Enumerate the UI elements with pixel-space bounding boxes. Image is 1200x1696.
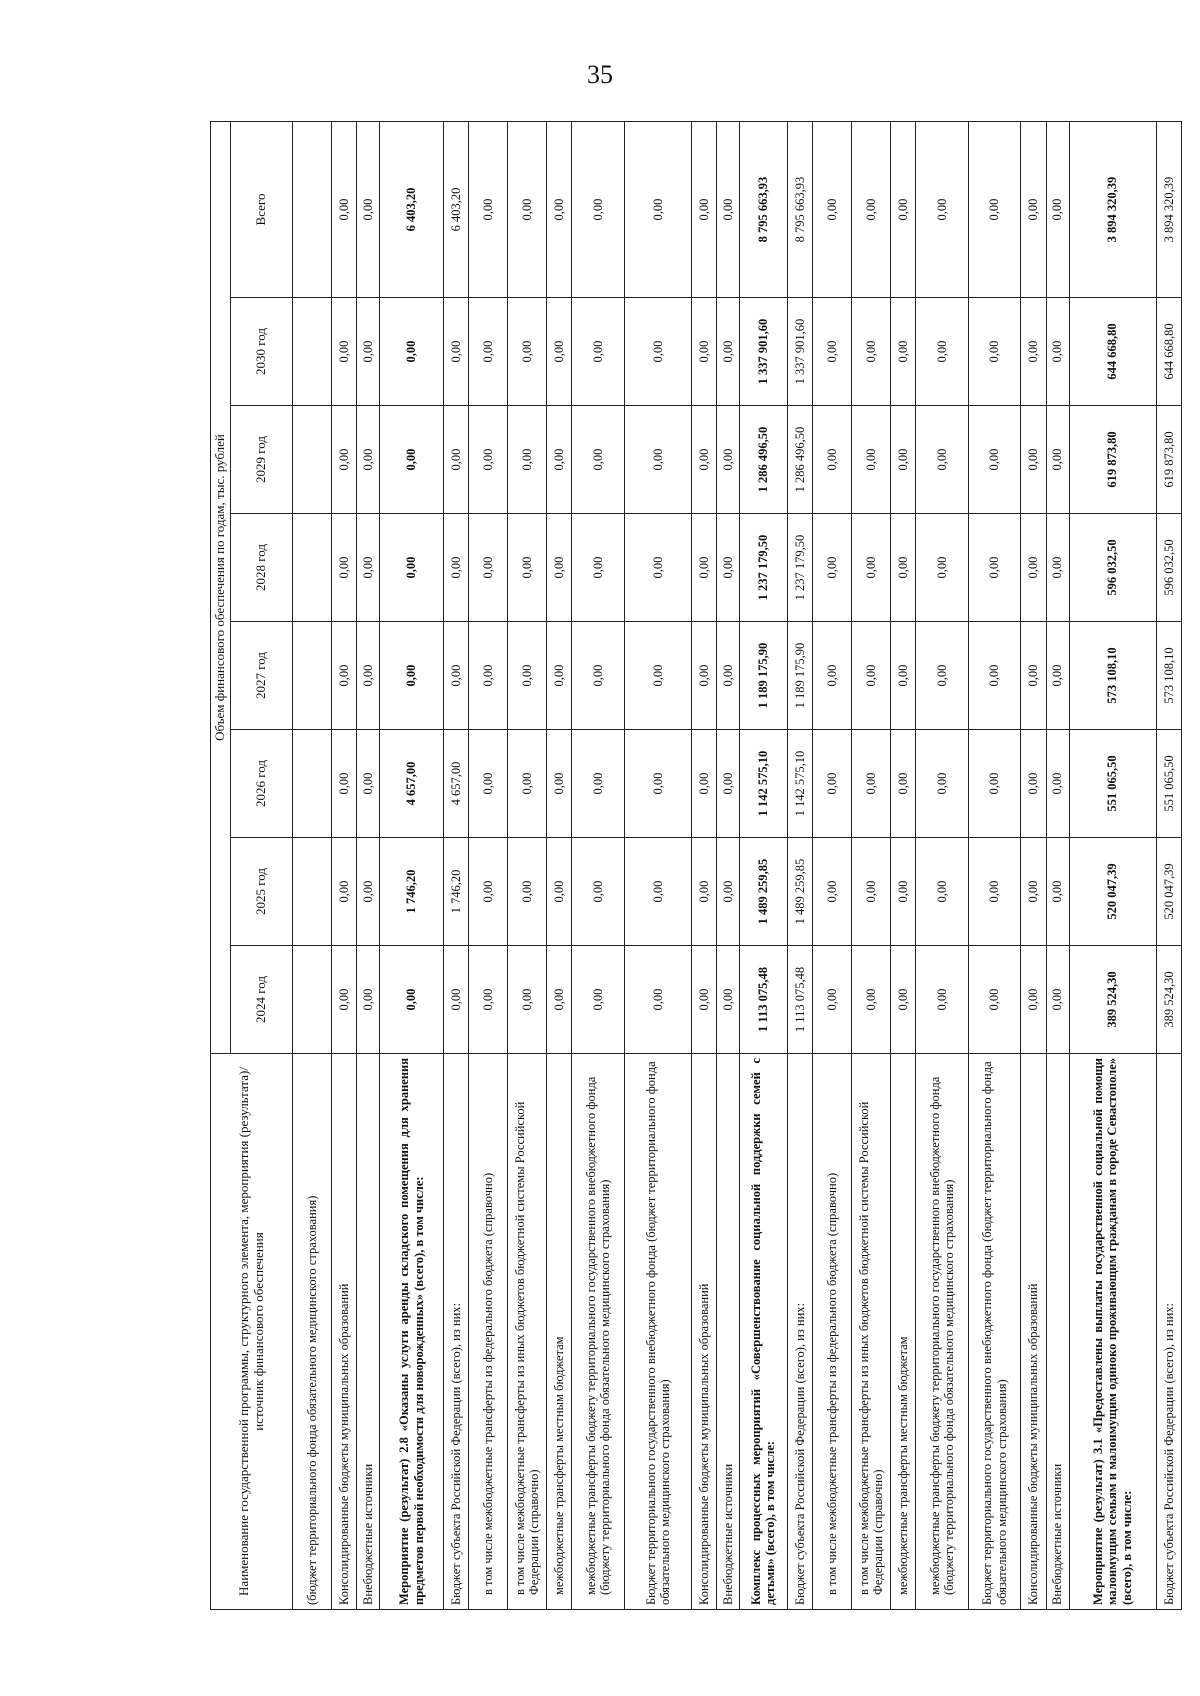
cell-value: [293, 730, 332, 838]
cell-value: 0,00: [1021, 838, 1046, 946]
cell-value: 1 189 175,90: [787, 622, 812, 730]
cell-value: 1 113 075,48: [787, 946, 812, 1054]
cell-value: 0,00: [469, 514, 508, 622]
cell-value: 0,00: [1021, 730, 1046, 838]
cell-value: 0,00: [444, 514, 469, 622]
cell-value: 0,00: [916, 406, 969, 514]
cell-value: 0,00: [380, 514, 444, 622]
cell-value: 0,00: [968, 730, 1021, 838]
cell-value: 0,00: [1021, 946, 1046, 1054]
cell-value: 0,00: [469, 298, 508, 406]
cell-value: 0,00: [716, 298, 739, 406]
cell-value: 1 113 075,48: [739, 946, 787, 1054]
cell-value: 1 237 179,50: [787, 514, 812, 622]
cell-value: 0,00: [1046, 730, 1069, 838]
table-row: [331, 121, 356, 1609]
cell-value: 0,00: [469, 622, 508, 730]
cell-value: 3 894 320,39: [1069, 121, 1156, 297]
cell-value: 1 337 901,60: [739, 298, 787, 406]
cell-value: 0,00: [547, 121, 572, 297]
cell-value: 0,00: [916, 730, 969, 838]
cell-value: 0,00: [331, 838, 356, 946]
table-row: [547, 121, 572, 1609]
header-name-column: Наименование государственной программы, структурного элемента, мероприятия (результата)/источник финансового обеспечения: [211, 1054, 293, 1610]
cell-value: 3 894 320,39: [1156, 121, 1181, 297]
cell-value: 0,00: [508, 298, 547, 406]
budget-table: [210, 121, 1182, 1610]
table-row: [572, 121, 625, 1609]
cell-value: 0,00: [508, 622, 547, 730]
header-year-2026: 2026 год: [231, 730, 293, 838]
cell-value: 0,00: [625, 622, 691, 730]
cell-value: 0,00: [968, 406, 1021, 514]
table-row: [787, 121, 812, 1609]
cell-value: 0,00: [691, 121, 716, 297]
cell-value: 0,00: [331, 121, 356, 297]
cell-value: 0,00: [1046, 622, 1069, 730]
cell-value: 0,00: [572, 298, 625, 406]
cell-value: 573 108,10: [1156, 622, 1181, 730]
cell-value: 0,00: [813, 121, 852, 297]
table-row: [1046, 121, 1069, 1609]
cell-value: [293, 946, 332, 1054]
cell-value: 6 403,20: [444, 121, 469, 297]
cell-value: 0,00: [357, 406, 380, 514]
cell-value: [293, 298, 332, 406]
header-year-2024: 2024 год: [231, 946, 293, 1054]
cell-value: 0,00: [625, 121, 691, 297]
table-row: [916, 121, 969, 1609]
cell-value: 0,00: [813, 730, 852, 838]
row-name-bold: [380, 1054, 444, 1610]
cell-value: 0,00: [625, 946, 691, 1054]
row-name: Бюджет субъекта Российской Федерации (всего), из них:: [1156, 1054, 1181, 1610]
cell-value: 0,00: [890, 622, 915, 730]
table-row: [380, 121, 444, 1609]
table-row: [813, 121, 852, 1609]
cell-value: 0,00: [444, 298, 469, 406]
cell-value: 0,00: [508, 730, 547, 838]
row-name: межбюджетные трансферты местным бюджетам: [547, 1054, 572, 1610]
cell-value: 0,00: [469, 121, 508, 297]
table-row: [293, 121, 332, 1609]
cell-value: 0,00: [890, 406, 915, 514]
cell-value: 0,00: [1046, 406, 1069, 514]
row-name-bold-text: Комплекс процессных мероприятий «Совершенствование социальной поддержки семей с детьми» (всего), в том числе:: [748, 1058, 778, 1605]
cell-value: 0,00: [890, 121, 915, 297]
cell-value: 0,00: [851, 298, 890, 406]
cell-value: 0,00: [444, 946, 469, 1054]
cell-value: 0,00: [331, 622, 356, 730]
row-name-bold-text: Мероприятие (результат) 3.1 «Предоставлены выплаты государственной социальной помощи малоимущим семьям и малоимущим одиноко проживающим гражданам в городе Севастополе» (всего), в том числе:: [1091, 1058, 1134, 1605]
cell-value: 0,00: [716, 730, 739, 838]
cell-value: 0,00: [547, 622, 572, 730]
cell-value: 0,00: [691, 838, 716, 946]
cell-value: 0,00: [572, 121, 625, 297]
cell-value: 520 047,39: [1069, 838, 1156, 946]
cell-value: 8 795 663,93: [739, 121, 787, 297]
cell-value: 389 524,30: [1156, 946, 1181, 1054]
cell-value: 1 286 496,50: [739, 406, 787, 514]
cell-value: 0,00: [813, 946, 852, 1054]
row-name: Бюджет субъекта Российской Федерации (всего), из них:: [787, 1054, 812, 1610]
cell-value: 1 746,20: [380, 838, 444, 946]
row-name: в том числе межбюджетные трансферты из иных бюджетов бюджетной системы Российской Федерации (справочно): [851, 1054, 890, 1610]
cell-value: 4 657,00: [380, 730, 444, 838]
cell-value: 520 047,39: [1156, 838, 1181, 946]
cell-value: 1 189 175,90: [739, 622, 787, 730]
cell-value: 0,00: [331, 298, 356, 406]
cell-value: 1 237 179,50: [739, 514, 787, 622]
cell-value: [293, 838, 332, 946]
row-name: Бюджет субъекта Российской Федерации (всего), из них:: [444, 1054, 469, 1610]
cell-value: 0,00: [508, 946, 547, 1054]
cell-value: 0,00: [508, 121, 547, 297]
header-total: Всего: [231, 121, 293, 297]
cell-value: 0,00: [331, 730, 356, 838]
cell-value: 0,00: [916, 622, 969, 730]
cell-value: 1 286 496,50: [787, 406, 812, 514]
cell-value: 0,00: [716, 406, 739, 514]
cell-value: 0,00: [572, 946, 625, 1054]
row-name: в том числе межбюджетные трансферты из федерального бюджета (справочно): [469, 1054, 508, 1610]
cell-value: 0,00: [625, 730, 691, 838]
cell-value: 0,00: [916, 514, 969, 622]
cell-value: 1 489 259,85: [739, 838, 787, 946]
cell-value: 0,00: [716, 514, 739, 622]
table-row: [1021, 121, 1046, 1609]
row-name: Консолидированные бюджеты муниципальных образований: [331, 1054, 356, 1610]
cell-value: 0,00: [716, 121, 739, 297]
cell-value: 0,00: [968, 946, 1021, 1054]
cell-value: 0,00: [572, 622, 625, 730]
cell-value: 0,00: [968, 121, 1021, 297]
cell-value: 596 032,50: [1156, 514, 1181, 622]
row-name: Консолидированные бюджеты муниципальных образований: [1021, 1054, 1046, 1610]
cell-value: 0,00: [357, 514, 380, 622]
cell-value: 1 746,20: [444, 838, 469, 946]
cell-value: 0,00: [968, 838, 1021, 946]
cell-value: 551 065,50: [1156, 730, 1181, 838]
cell-value: 0,00: [691, 406, 716, 514]
cell-value: 0,00: [547, 730, 572, 838]
cell-value: 0,00: [1046, 514, 1069, 622]
cell-value: 0,00: [916, 121, 969, 297]
cell-value: 0,00: [331, 946, 356, 1054]
cell-value: 0,00: [380, 298, 444, 406]
cell-value: 644 668,80: [1156, 298, 1181, 406]
cell-value: 1 337 901,60: [787, 298, 812, 406]
cell-value: 0,00: [916, 946, 969, 1054]
cell-value: 0,00: [716, 946, 739, 1054]
row-name: Бюджет территориального государственного внебюджетного фонда (бюджет территориального фонда обязательного медицинского страхования): [968, 1054, 1021, 1610]
cell-value: 0,00: [890, 730, 915, 838]
cell-value: 0,00: [357, 838, 380, 946]
cell-value: 6 403,20: [380, 121, 444, 297]
cell-value: 0,00: [357, 622, 380, 730]
cell-value: 0,00: [1046, 298, 1069, 406]
cell-value: 573 108,10: [1069, 622, 1156, 730]
cell-value: 0,00: [1021, 406, 1046, 514]
table-row: [1069, 121, 1156, 1609]
cell-value: 389 524,30: [1069, 946, 1156, 1054]
cell-value: 644 668,80: [1069, 298, 1156, 406]
cell-value: 0,00: [331, 514, 356, 622]
row-name: (бюджет территориального фонда обязательного медицинского страхования): [293, 1054, 332, 1610]
cell-value: 0,00: [813, 406, 852, 514]
cell-value: 0,00: [572, 406, 625, 514]
cell-value: 0,00: [508, 406, 547, 514]
cell-value: 0,00: [444, 622, 469, 730]
cell-value: 0,00: [547, 946, 572, 1054]
cell-value: 0,00: [469, 838, 508, 946]
table-row: [357, 121, 380, 1609]
row-name-bold: [739, 1054, 787, 1610]
table-row: [739, 121, 787, 1609]
cell-value: 0,00: [508, 514, 547, 622]
cell-value: 0,00: [380, 946, 444, 1054]
row-name: Внебюджетные источники: [357, 1054, 380, 1610]
cell-value: 1 142 575,10: [787, 730, 812, 838]
cell-value: 0,00: [1021, 121, 1046, 297]
cell-value: 0,00: [572, 838, 625, 946]
cell-value: 0,00: [508, 838, 547, 946]
table-body: [293, 121, 1182, 1609]
row-name: Бюджет территориального государственного внебюджетного фонда (бюджет территориального фонда обязательного медицинского страхования): [625, 1054, 691, 1610]
cell-value: 0,00: [851, 622, 890, 730]
cell-value: 0,00: [357, 730, 380, 838]
table-row: [444, 121, 469, 1609]
cell-value: 0,00: [691, 514, 716, 622]
cell-value: 1 142 575,10: [739, 730, 787, 838]
table-row: [625, 121, 691, 1609]
cell-value: 0,00: [968, 298, 1021, 406]
cell-value: 0,00: [890, 946, 915, 1054]
cell-value: 0,00: [890, 298, 915, 406]
cell-value: 0,00: [691, 622, 716, 730]
cell-value: 0,00: [357, 298, 380, 406]
cell-value: 0,00: [851, 730, 890, 838]
row-name: Консолидированные бюджеты муниципальных образований: [691, 1054, 716, 1610]
cell-value: 0,00: [851, 946, 890, 1054]
budget-table-frame: [210, 122, 1182, 1610]
cell-value: 619 873,80: [1069, 406, 1156, 514]
row-name: межбюджетные трансферты местным бюджетам: [890, 1054, 915, 1610]
cell-value: 0,00: [851, 514, 890, 622]
row-name: межбюджетные трансферты бюджету территориального государственного внебюджетного фонда (бюджету территориального фонда обязательного медицинского страхования): [572, 1054, 625, 1610]
cell-value: 0,00: [380, 406, 444, 514]
cell-value: 0,00: [968, 622, 1021, 730]
cell-value: 0,00: [547, 406, 572, 514]
cell-value: [293, 622, 332, 730]
cell-value: 0,00: [547, 298, 572, 406]
cell-value: 0,00: [625, 514, 691, 622]
row-name: в том числе межбюджетные трансферты из федерального бюджета (справочно): [813, 1054, 852, 1610]
cell-value: 0,00: [851, 121, 890, 297]
cell-value: 0,00: [380, 622, 444, 730]
cell-value: 0,00: [625, 298, 691, 406]
cell-value: 0,00: [625, 406, 691, 514]
page-number: 35: [587, 60, 613, 89]
cell-value: 0,00: [547, 838, 572, 946]
table-row: [469, 121, 508, 1609]
cell-value: 0,00: [357, 946, 380, 1054]
header-year-2027: 2027 год: [231, 622, 293, 730]
cell-value: 0,00: [813, 622, 852, 730]
table-row: [691, 121, 716, 1609]
cell-value: [293, 121, 332, 297]
cell-value: 0,00: [691, 298, 716, 406]
cell-value: 0,00: [572, 730, 625, 838]
row-name-bold: [1069, 1054, 1156, 1610]
cell-value: 0,00: [1021, 622, 1046, 730]
cell-value: 0,00: [1046, 121, 1069, 297]
header-volume-caption: Объем финансового обеспечения по годам, тыс. рублей: [211, 121, 231, 1053]
row-name: в том числе межбюджетные трансферты из иных бюджетов бюджетной системы Российской Федерации (справочно): [508, 1054, 547, 1610]
header-year-2029: 2029 год: [231, 406, 293, 514]
cell-value: 1 489 259,85: [787, 838, 812, 946]
cell-value: 0,00: [916, 838, 969, 946]
table-row: [716, 121, 739, 1609]
cell-value: 619 873,80: [1156, 406, 1181, 514]
cell-value: 0,00: [890, 514, 915, 622]
cell-value: 596 032,50: [1069, 514, 1156, 622]
cell-value: 0,00: [469, 406, 508, 514]
cell-value: 0,00: [572, 514, 625, 622]
cell-value: 0,00: [1021, 298, 1046, 406]
table-row: [508, 121, 547, 1609]
cell-value: 0,00: [444, 406, 469, 514]
cell-value: 0,00: [968, 514, 1021, 622]
table-row: [968, 121, 1021, 1609]
table-row: [1156, 121, 1181, 1609]
header-year-2028: 2028 год: [231, 514, 293, 622]
cell-value: 0,00: [469, 730, 508, 838]
cell-value: 0,00: [331, 406, 356, 514]
header-year-2025: 2025 год: [231, 838, 293, 946]
cell-value: 0,00: [469, 946, 508, 1054]
cell-value: 0,00: [357, 121, 380, 297]
cell-value: 0,00: [547, 514, 572, 622]
cell-value: 4 657,00: [444, 730, 469, 838]
cell-value: 0,00: [851, 406, 890, 514]
table-row: [890, 121, 915, 1609]
cell-value: 0,00: [851, 838, 890, 946]
cell-value: 0,00: [716, 838, 739, 946]
cell-value: 0,00: [691, 946, 716, 1054]
cell-value: 0,00: [916, 298, 969, 406]
cell-value: 0,00: [691, 730, 716, 838]
cell-value: 0,00: [1021, 514, 1046, 622]
cell-value: 0,00: [1046, 838, 1069, 946]
row-name: межбюджетные трансферты бюджету территориального государственного внебюджетного фонда (бюджету территориального фонда обязательного медицинского страхования): [916, 1054, 969, 1610]
cell-value: 0,00: [813, 838, 852, 946]
cell-value: [293, 406, 332, 514]
row-name: Внебюджетные источники: [1046, 1054, 1069, 1610]
cell-value: 0,00: [813, 514, 852, 622]
header-year-2030: 2030 год: [231, 298, 293, 406]
cell-value: 0,00: [813, 298, 852, 406]
row-name-bold-text: Мероприятие (результат) 2.8 «Оказаны услуги аренды складского помещения для хранения предметов первой необходимости для новорожденных» (всего), в том числе:: [397, 1058, 426, 1605]
cell-value: 0,00: [625, 838, 691, 946]
table-row: [851, 121, 890, 1609]
cell-value: 0,00: [1046, 946, 1069, 1054]
cell-value: 551 065,50: [1069, 730, 1156, 838]
cell-value: 0,00: [890, 838, 915, 946]
cell-value: 0,00: [716, 622, 739, 730]
cell-value: [293, 514, 332, 622]
row-name: Внебюджетные источники: [716, 1054, 739, 1610]
cell-value: 8 795 663,93: [787, 121, 812, 297]
